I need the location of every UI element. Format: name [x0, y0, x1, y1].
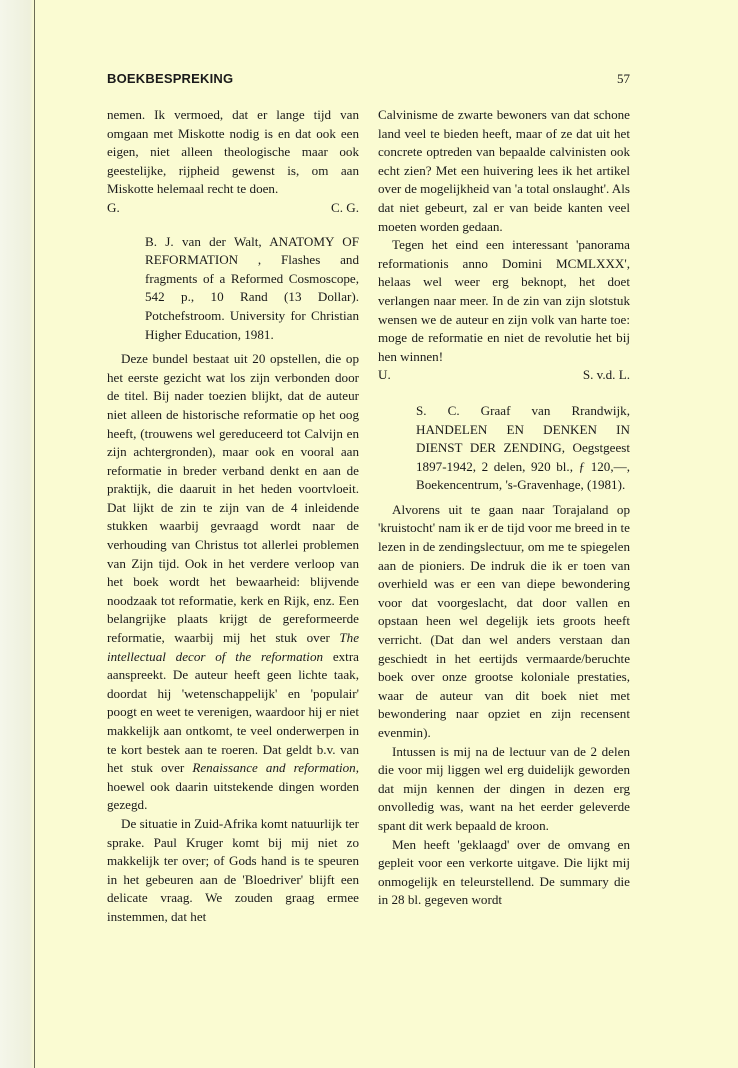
paragraph: Men heeft 'geklaagd' over de omvang en gepleit voor een verkorte uitgave. Die lijkt mij onmogelijk en teleurstellend. De summary die in 28 bl. gegeven wordt — [378, 836, 630, 908]
paragraph: Tegen het eind een interessant 'panorama reformationis anno Domini MCMLXXX', helaas wel weer erg beknopt, het doet verlangen naar meer. In de zin van zijn slotstuk wensen we de auteur en zijn volk van harte toe: moge de reformatie en niet de revolutie het bij hen winnen! — [378, 237, 630, 364]
paragraph: Alvorens uit te gaan naar Torajaland op 'kruistocht' nam ik er de tijd voor me breed in te lezen in de zendingslectuur, om me te spiegelen aan de pioniers. De indruk die ik er toen van overhield was er een van diepe bewondering voor dat voorgeslacht, dat door vallen en opstaan heen wel degelijk iets groots heeft verricht. (Dat dan wel anders verstaan dan geschiedt in het eertijds vermaarde/beruchte boek over onze grootse koloniale prestaties, waar de auteur van dit boek niet met bewondering naar opziet en zijn recensent evenmin). — [378, 501, 630, 740]
left-column — [107, 106, 359, 927]
right-column — [378, 106, 630, 910]
italic-title: The intellectual decor of the reformation — [107, 630, 359, 664]
page-number: 57 — [617, 71, 630, 86]
signature-line — [378, 366, 630, 385]
reviewer-initials: C. G. — [330, 199, 359, 215]
paragraph-text: hoewel ook daarin uitstekende dingen worden gezegd. — [107, 778, 359, 813]
italic-title: Renaissance and reformation, — [192, 760, 359, 776]
scan-left-margin — [0, 0, 34, 1068]
paragraph: De situatie in Zuid-Afrika komt natuurlijk ter sprake. Paul Kruger komt bij mij niet zo makkelijk ter over; of Gods hand is te speuren in het gebeuren aan de 'Bloedriver' blijft een delicate vraag. We zouden graag ermee instemmen, dat het — [107, 815, 359, 924]
paragraph — [107, 350, 359, 815]
signature-initial: G. — [107, 199, 120, 215]
running-head: BOEKBESPREKING — [107, 71, 234, 86]
page-header — [107, 71, 630, 87]
bibliographic-entry: B. J. van der Walt, ANATOMY OF REFORMATION , Flashes and fragments of a Reformed Cosmoscope, 542 p., 10 Rand (13 Dollar). Potchefstroom. University for Christian Higher Education, 1981. — [145, 233, 359, 342]
paragraph-text: Deze bundel bestaat uit 20 opstellen, die op het eerste gezicht wat los zijn verbonden door de titel. Bij nader toezien blijkt, dat de auteur niet alleen de historische reformatie op het oog heeft, (trouwens wel gereduceerd tot Calvijn en zijn achtergronden), maar ook en vooral aan reformatie in breder verband denkt en aan de praktijk, die daaruit in het heden voortvloeit. Dat lijkt de zin te zijn van de 4 inleidende stukken waarbij gevraagd wordt naar de verhouding van Christus tot allerlei problemen van Zijn tijd. Ook in het verdere verloop van het boek wordt het bewaarheid: blijvende noodzaak tot reformatie, kerk en Rijk, enz. Een belangrijke plaats krijgt de gereformeerde reformatie, waarbij mij het stuk over — [107, 351, 359, 646]
paragraph-text: extra aanspreekt. De auteur heeft geen lichte taak, doordat hij 'wetenschappelijk' en 'populair' poogt en weet te verenigen, waardoor hij er niet makkelijk aan ontkomt, te veel onderwerpen in te kort bestek aan te roeren. Dat geldt b.v. van het stuk over — [107, 648, 359, 776]
signature-initial: U. — [378, 367, 391, 383]
paragraph: nemen. Ik vermoed, dat er lange tijd van omgaan met Miskotte nodig is en dat ook een eigen, niet alleen theologische maar ook geestelijke, rijpheid gewenst is, om aan Miskotte helemaal recht te doen. — [107, 107, 359, 197]
signature-line — [107, 199, 359, 218]
bibliographic-entry: S. C. Graaf van Rrandwijk, HANDELEN EN DENKEN IN DIENST DER ZENDING, Oegstgeest 1897-1942, 2 delen, 920 bl., ƒ 120,—, Boekencentrum, 's-Gravenhage, (1981). — [416, 402, 630, 493]
reviewer-initials: S. v.d. L. — [582, 367, 630, 383]
paragraph: Intussen is mij na de lectuur van de 2 delen die voor mij liggen wel erg duidelijk geworden dat mijn kennen der dingen in dezen erg onvolledig was, want na het eerder geleverde spant dit werk bepaald de kroon. — [378, 743, 630, 833]
scan-edge-line — [34, 0, 35, 1068]
paragraph: Calvinisme de zwarte bewoners van dat schone land veel te bieden heeft, maar of ze dat uit het concrete optreden van bepaalde calvinisten ook echt zien? Met een huivering lees ik het artikel over de mogelijkheid van 'a total onslaught'. Als dat niet gebeurt, zal er van beide kanten veel moeten worden gedaan. — [378, 107, 630, 234]
